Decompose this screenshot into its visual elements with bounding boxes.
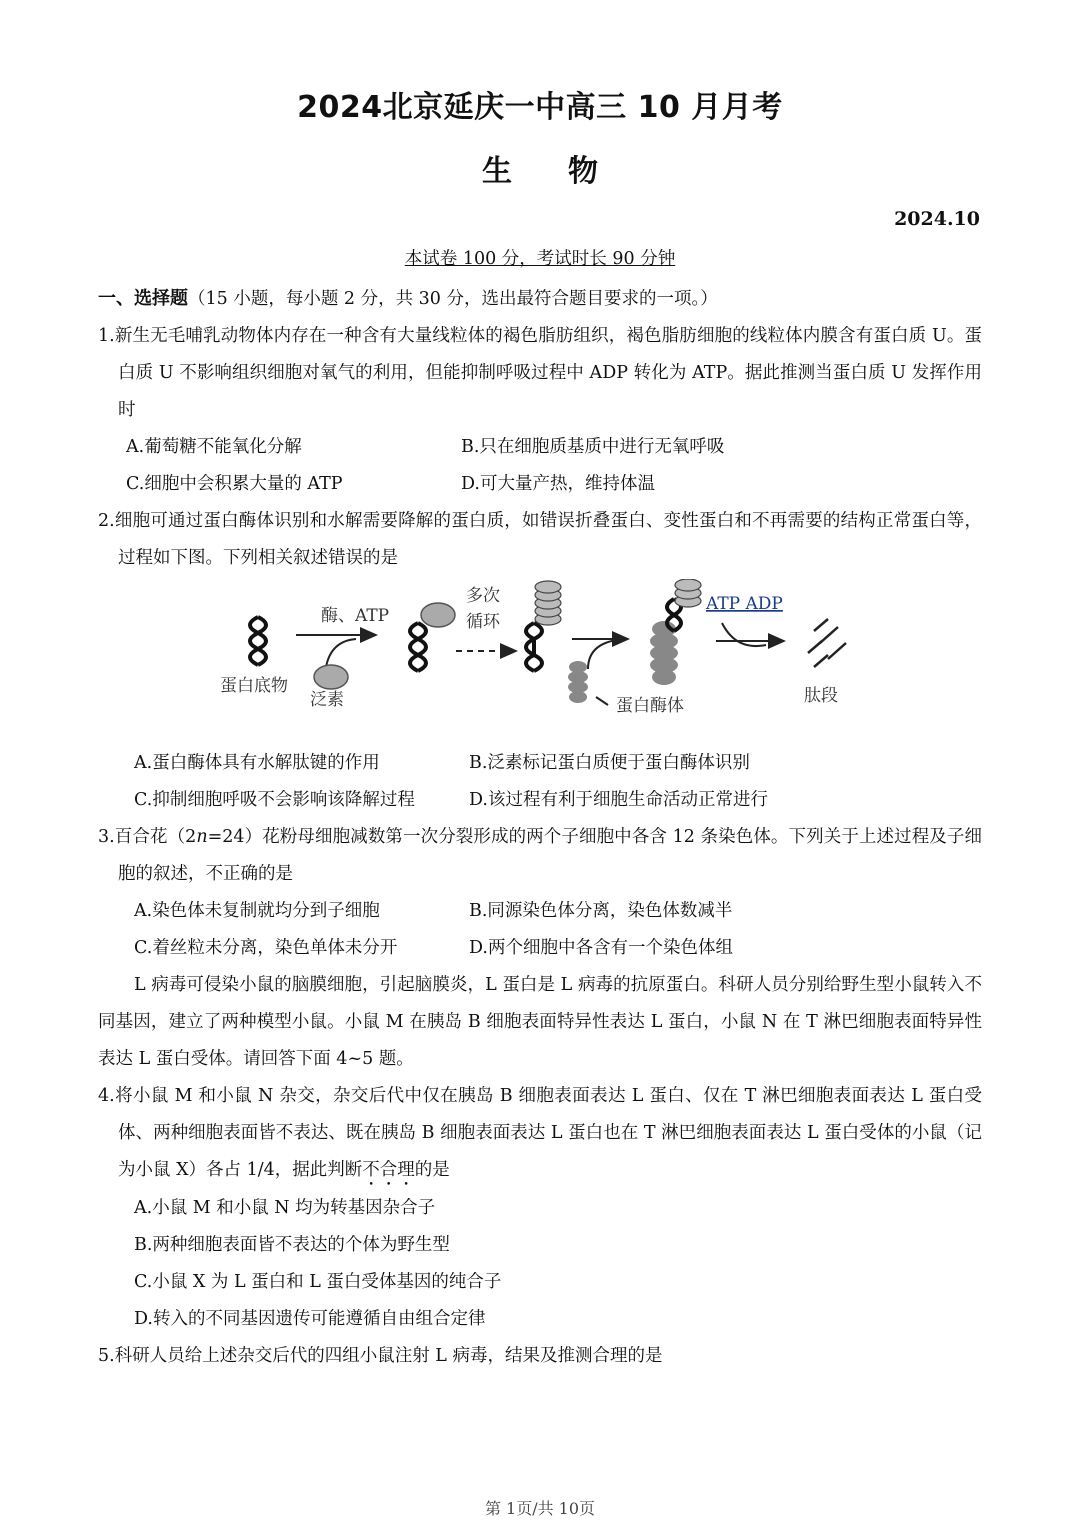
question-4-option-c: C.小鼠 X 为 L 蛋白和 L 蛋白受体基因的纯合子 [134, 1272, 502, 1292]
page-footer: 第 1页/共 10页 [484, 1499, 596, 1518]
subject-title [0, 146, 1080, 190]
question-3-options-row1 [98, 893, 982, 930]
section-title: 一、选择题 [98, 288, 188, 309]
peptide-fragments-icon [808, 619, 846, 667]
question-3-stem-start: 3.百合花（2 [98, 827, 197, 847]
question-1-option-c: C.细胞中会积累大量的 ATP [126, 474, 343, 494]
section-heading [98, 280, 982, 318]
question-2-option-c: C.抑制细胞呼吸不会影响该降解过程 [134, 790, 415, 810]
question-3-stem-end: =24）花粉母细胞减数第一次分裂形成的两个子细胞中各含 12 条染色体。下列关于上述过程及子细胞的叙述，不正确的是 [118, 827, 982, 884]
question-3-option-d: D.两个细胞中各含有一个染色体组 [469, 938, 733, 958]
question-4-option-d: D.转入的不同基因遗传可能遵循自由组合定律 [134, 1309, 486, 1329]
cycle-label-2: 循环 [466, 612, 500, 632]
attached-ubiquitin-icon [421, 603, 455, 627]
proteasome-diagram [98, 577, 982, 745]
section-desc: （15 小题，每小题 2 分，共 30 分，选出最符合题目要求的一项。） [188, 289, 718, 309]
atp-curve [722, 623, 766, 646]
question-3-option-b: B.同源染色体分离，染色体数减半 [469, 901, 733, 921]
polyubiquitinated-protein-icon [526, 623, 542, 671]
ubiquitin-label: 泛素 [310, 690, 344, 710]
enzyme-atp-label: 酶、ATP [321, 606, 390, 626]
question-3-stem [98, 819, 982, 893]
exam-content [98, 280, 982, 1375]
question-2-option-d: D.该过程有利于细胞生命活动正常进行 [469, 790, 768, 810]
exam-date: 2024.10 [894, 208, 980, 230]
tagged-protein-icon [410, 623, 426, 671]
question-1-option-a: A.葡萄糖不能氧化分解 [126, 437, 302, 457]
question-1-stem: 1.新生无毛哺乳动物体内存在一种含有大量线粒体的褐色脂肪组织，褐色脂肪细胞的线粒体内膜含有蛋白质 U。蛋白质 U 不影响组织细胞对氧气的利用，但能抑制呼吸过程中 ADP 转化为 ATP。据此推测当蛋白质 U 发挥作用时 [98, 326, 982, 420]
complex-ubiquitin-chain-icon [675, 579, 701, 607]
question-1-option-b: B.只在细胞质基质中进行无氧呼吸 [461, 437, 725, 457]
ubiquitin-chain-icon [535, 581, 561, 625]
substrate-label: 蛋白底物 [220, 676, 288, 696]
subject-char-2: 物 [568, 154, 598, 189]
question-3-stem-n: n [196, 827, 208, 847]
cycle-label-1: 多次 [466, 586, 500, 606]
exam-title: 2024北京延庆一中高三 10 月月考 [297, 90, 783, 125]
question-1-options-row1 [98, 429, 982, 466]
question-4-stem-emphasis: 不合理 [362, 1160, 415, 1180]
proteasome-join-curve [588, 639, 626, 669]
proteasome-label: 蛋白酶体 [616, 696, 684, 716]
question-4-option-b: B.两种细胞表面皆不表达的个体为野生型 [134, 1235, 450, 1255]
atp-adp-label: ATP ADP [706, 594, 783, 614]
question-2-option-b: B.泛素标记蛋白质便于蛋白酶体识别 [469, 753, 750, 773]
question-5-stem: 5.科研人员给上述杂交后代的四组小鼠注射 L 病毒，结果及推测合理的是 [98, 1346, 663, 1366]
peptide-label: 肽段 [804, 686, 838, 706]
subject-char-1: 生 [482, 154, 512, 189]
proteasome-small-icon [568, 661, 588, 703]
ubiquitin-join-curve [326, 639, 356, 667]
question-4-stem-main: 4.将小鼠 M 和小鼠 N 杂交，杂交后代中仅在胰岛 B 细胞表面表达 L 蛋白、仅在 T 淋巴细胞表面表达 L 蛋白受体、两种细胞表面皆不表达、既在胰岛 B 细胞表面表达 L 蛋白也在 T 淋巴细胞表面表达 L 蛋白受体的小鼠（记为小鼠 X）各占 1/4，据此判断 [98, 1086, 982, 1180]
question-1-option-d: D.可大量产热，维持体温 [461, 474, 655, 494]
shared-passage: L 病毒可侵染小鼠的脑膜细胞，引起脑膜炎，L 蛋白是 L 病毒的抗原蛋白。科研人员分别给野生型小鼠转入不同基因，建立了两种模型小鼠。小鼠 M 在胰岛 B 细胞表面特异性表达 L 蛋白，小鼠 N 在 T 淋巴细胞表面特异性表达 L 蛋白受体。请回答下面 4~5 题。 [98, 975, 982, 1069]
question-3-options-row2 [98, 930, 982, 967]
ubiquitin-icon [314, 665, 348, 689]
question-4-option-a: A.小鼠 M 和小鼠 N 均为转基因杂合子 [134, 1198, 436, 1218]
question-2-options-row2 [98, 782, 982, 819]
question-4-stem [98, 1078, 982, 1190]
question-3-option-c: C.着丝粒未分离，染色单体未分开 [134, 938, 398, 958]
question-4-stem-end: 的是 [414, 1160, 450, 1180]
question-2-options-row1 [98, 745, 982, 782]
question-3-option-a: A.染色体未复制就均分到子细胞 [134, 901, 380, 921]
question-2-stem: 2.细胞可通过蛋白酶体识别和水解需要降解的蛋白质，如错误折叠蛋白、变性蛋白和不再需要的结构正常蛋白等，过程如下图。下列相关叙述错误的是 [98, 511, 982, 568]
protein-substrate-icon [250, 617, 266, 665]
question-2-option-a: A.蛋白酶体具有水解肽键的作用 [134, 753, 380, 773]
proteasome-pointer [596, 697, 608, 705]
exam-note-text: 本试卷 100 分，考试时长 90 分钟 [404, 249, 676, 269]
question-1-options-row2 [98, 466, 982, 503]
exam-note [0, 245, 1080, 270]
proteasome-diagram-svg [216, 579, 866, 739]
